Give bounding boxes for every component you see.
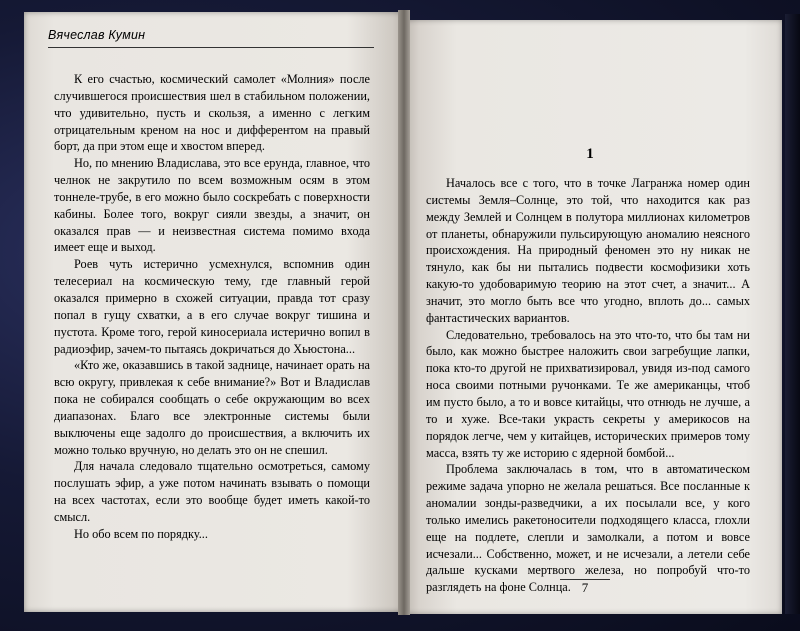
paragraph: Для начала следовало тщательно осмотреться, самому послушать эфир, а уже потом начинать взывать о помощи на всех частотах, если это вообще будет иметь какой-то смысл. [54, 459, 370, 524]
left-page-text [54, 71, 370, 543]
running-head-rule [48, 47, 374, 48]
page-number: 7 [581, 580, 589, 595]
paragraph: Проблема заключалась в том, что в автоматическом режиме задача упорно не желала решаться. Все посланные к аномалии зонды-разведчики, а их посылали все, у кого только имелись ракетоносители подходящего класса, глохли еще на подлете, слепли и замолкали, а потом и вовсе исчезали... Собственно, может, и не исчезали, а летели себе дальше кусками мертвого железа, но попробуй что-то разглядеть на фоне Солнца. [426, 462, 750, 595]
paragraph: Роев чуть истерично усмехнулся, вспомнив один телесериал на космическую тему, где главный герой оказался примерно в схожей ситуации, правда тот сразу попал в гущу схватки, а в его случае вокруг тишина и пустота. Кроме того, герой киносериала истерично вопил в радиоэфир, зачем-то пытаясь докричаться до Хьюстона... [54, 257, 370, 356]
running-head: Вячеслав Кумин [48, 28, 146, 42]
paragraph: Но обо всем по порядку... [74, 526, 208, 541]
paragraph: Но, по мнению Владислава, это все ерунда, главное, что челнок не закрутило по всем возможным осям в этом тоннеле-трубе, в его можно было соскребать с поверхности кабины. Более того, вокруг сияли звезды, а значит, он оказался прав — и неизвестная система помимо входа имеет еще и выход. [54, 156, 370, 255]
right-page-text [426, 175, 750, 596]
paragraph: К его счастью, космический самолет «Молния» после случившегося происшествия шел в стабильном положении, что удивительно, пусть и скользя, а именно с легким отрицательным креном на нос и дифферентом на правый борт, да при этом еще и хвостом вперед. [54, 72, 370, 154]
scan-edge [785, 14, 800, 614]
book-gutter [398, 10, 410, 615]
paragraph: Следовательно, требовалось на это что-то, что бы там ни было, как можно быстрее наложить свои загребущие лапки, пока кто-то другой не прихватизировал, увидя из-под самого носа своими потными ручонками. Те же американцы, чтоб им пусто было, а то и вовсе китайцы, что отнюдь не лучше, а то и хуже. Все-таки украсть секреты у америкосов на порядок легче, чем у китайцев, исторических примеров тому масса, взять ту же историю с ядерной бомбой... [426, 327, 750, 460]
chapter-number: 1 [586, 146, 594, 162]
paragraph: Началось все с того, что в точке Лагранжа номер один системы Земля–Солнце, это той, что находится как раз между Землей и Солнцем в полутора миллионах километров от планеты, обнаружили пульсирующую аномалию неясного происхождения. На природный феномен это ну никак не тянуло, как бы ни пытались подвести космофизики хоть какую-то удобоваримую теорию на этот счет, а значит... А значит, это могло быть все что угодно, вплоть до... самых фантастических вариантов. [426, 176, 750, 325]
paragraph: «Кто же, оказавшись в такой заднице, начинает орать на всю округу, привлекая к себе внимание?» Вот и Владислав пока не собирался сообщать о себе окружающим во всех диапазонах. Благо все электронные системы были выключены еще задолго до происшествия, а включить их можно только вручную, но делать это он не спешил. [54, 358, 370, 457]
